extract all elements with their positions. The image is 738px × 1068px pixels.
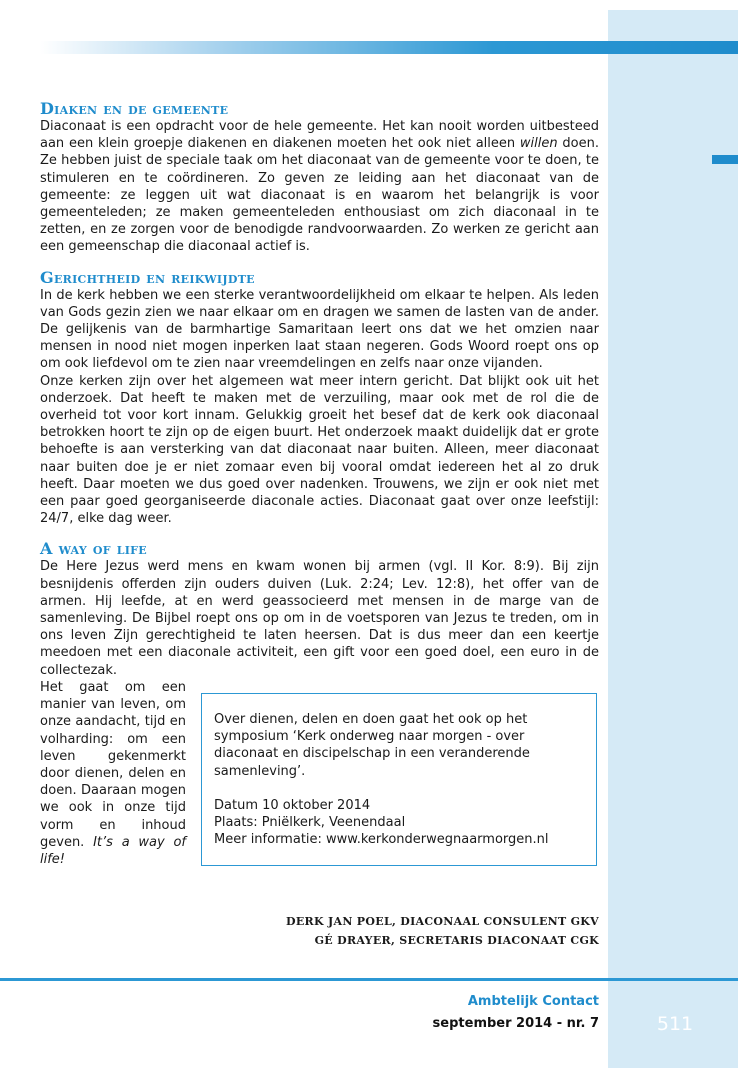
header-gradient-bar bbox=[40, 41, 738, 54]
author-line-1: DERK JAN POEL, DIACONAAL CONSULENT GKV bbox=[286, 915, 599, 928]
infobox-more-info: Meer informatie: www.kerkonderwegnaarmorgen.nl bbox=[214, 832, 549, 848]
closing-paragraph bbox=[40, 679, 186, 868]
closing-text: Het gaat om een manier van leven, om onze aandacht, tijd en volharding: om een leven gekenmerkt door dienen, delen en doen. Daaraan mogen we ook in onze tijd vorm en inhoud geven. bbox=[40, 679, 186, 850]
author-signatures bbox=[286, 912, 599, 950]
section-title-gerichtheid: Gerichtheid en reikwijdte bbox=[40, 267, 255, 287]
article-body bbox=[40, 100, 599, 869]
closing-emphasis: It’s a way of life! bbox=[40, 834, 186, 867]
emphasis-willen: willen bbox=[519, 136, 558, 152]
closing-with-infobox bbox=[40, 679, 599, 869]
footer-magazine-title: Ambtelijk Contact bbox=[467, 994, 599, 1009]
page-number: 511 bbox=[656, 1013, 694, 1035]
paragraph-diaken: Diaconaat is een opdracht voor de hele gemeente. Het kan nooit worden uitbesteed aan een klein groepje diakenen en diakenen moeten het ook niet alleen willen doen. Ze hebben juist de speciale taak om het diaconaat van de gemeente voor te doen, te stimuleren en te coördineren. Zo geven ze leiding aan het diaconaat van de gemeente: ze leggen uit wat diaconaat is en waarom het belangrijk is voor gemeenteleden; ze maken gemeenteleden enthousiast om zich diaconaal in te zetten, en ze zorgen voor de benodigde randvoorwaarden. Zo werken ze gericht aan een gemeenschap die diaconaal actief is. bbox=[40, 119, 599, 255]
right-margin-strip bbox=[608, 10, 738, 1068]
footer-issue: september 2014 - nr. 7 bbox=[432, 1016, 599, 1031]
infobox-date: Datum 10 oktober 2014 bbox=[214, 797, 371, 813]
footer-rule bbox=[0, 978, 738, 981]
paragraph-gerichtheid-1: In de kerk hebben we een sterke verantwoordelijkheid om elkaar te helpen. Als leden van Gods gezin zien we naar elkaar om en dragen we samen de lasten van de ander. De gelijkenis van de barmhartige Samaritaan leert ons dat we het omzien naar mensen in nood niet mogen inperken laat staan negeren. Gods Woord roept ons op om ook liefdevol om te zien naar vreemdelingen en zelfs naar onze vijanden. bbox=[40, 287, 599, 372]
infobox-intro: Over dienen, delen en doen gaat het ook op het symposium ‘Kerk onderweg naar morgen - over diaconaat en discipelschap in een veranderende samenleving’. bbox=[214, 711, 530, 779]
infobox-place: Plaats: Pniëlkerk, Veenendaal bbox=[214, 814, 406, 830]
section-title-diaken: Diaken en de gemeente bbox=[40, 99, 229, 118]
paragraph-way-of-life: De Here Jezus werd mens en kwam wonen bij armen (vgl. II Kor. 8:9). Bij zijn besnijdenis offerden zijn ouders duiven (Luk. 2:24; Lev. 12:8), het offer van de armen. Hij leefde, at en werd geassocieerd met mensen in de marge van de samenleving. De Bijbel roept ons op om in de voetsporen van Jezus te treden, om in ons leven Zijn gerechtigheid te laten heersen. Dat is dus meer dan een keertje meedoen met een diaconale activiteit, een gift voor een goed doel, een euro in de collectezak. bbox=[40, 559, 599, 678]
section-title-way-of-life: A way of life bbox=[40, 539, 147, 559]
side-marker-tab bbox=[712, 155, 738, 164]
author-line-2: GÉ DRAYER, SECRETARIS DIACONAAT CGK bbox=[314, 934, 599, 947]
paragraph-gerichtheid-2: Onze kerken zijn over het algemeen wat meer intern gericht. Dat blijkt ook uit het onderzoek. Dat heeft te maken met de verzuiling, maar ook met de rol die de overheid tot voor kort innam. Gelukkig groeit het besef dat de kerk ook diaconaal betrokken hoort te zijn op de eigen buurt. Het onderzoek maakt duidelijk dat er grote behoefte is aan versterking van dat diaconaat naar buiten. Alleen, meer diaconaat naar buiten doe je er niet zomaar even bij vooral omdat iedereen het al zo druk heeft. Daar moeten we dus goed over nadenken. Trouwens, we zijn er ook niet met een paar goed georganiseerde diaconale acties. Diaconaat gaat over onze leefstijl: 24/7, elke dag weer. bbox=[40, 373, 599, 527]
symposium-infobox bbox=[201, 693, 597, 866]
